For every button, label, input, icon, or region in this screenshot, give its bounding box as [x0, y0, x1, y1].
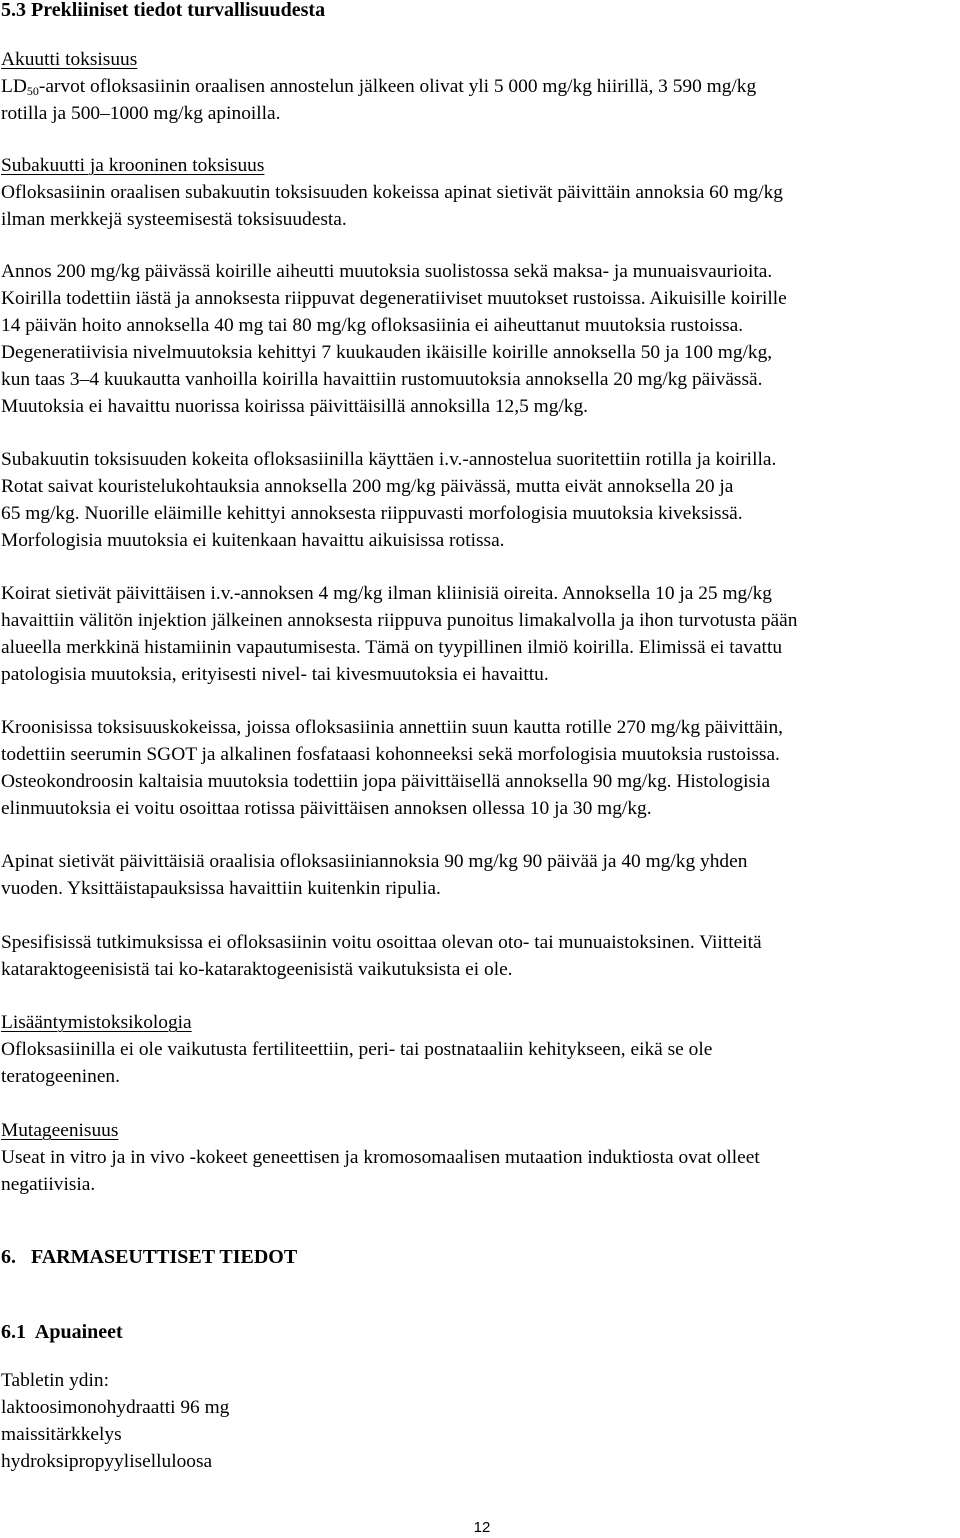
section-heading-5-3: 5.3 Prekliiniset tiedot turvallisuudesta	[1, 0, 326, 21]
core-label: Tabletin ydin:	[1, 1370, 109, 1391]
paragraph-line: patologisia muutoksia, erityisesti nivel- tai kivesmuutoksia ei havaittu.	[1, 664, 549, 685]
subheading-subchronic-toxicity: Subakuutti ja krooninen toksisuus	[1, 155, 265, 176]
paragraph-line: kataraktogeenisistä tai ko-kataraktogeenisistä vaikutuksista ei ole.	[1, 959, 513, 980]
acute-line-1	[1, 73, 756, 100]
paragraph-line: Spesifisissä tutkimuksissa ei ofloksasiinin voitu osoittaa olevan oto- tai munuaistoksinen. Viitteitä	[1, 932, 762, 953]
paragraph-line: Kroonisissa toksisuuskokeissa, joissa ofloksasiinia annettiin suun kautta rotille 270 mg/kg päivittäin,	[1, 717, 784, 738]
excipient-item: hydroksipropyyliselluloosa	[1, 1451, 213, 1472]
paragraph-line: ilman merkkejä systeemisestä toksisuudesta.	[1, 209, 347, 230]
paragraph-line: teratogeeninen.	[1, 1066, 120, 1087]
paragraph-line: Ofloksasiinilla ei ole vaikutusta fertiliteettiin, peri- tai postnataaliin kehitykseen, eikä se ole	[1, 1039, 713, 1060]
paragraph-line: Useat in vitro ja in vivo -kokeet geneettisen ja kromosomaalisen mutaation induktiosta ovat olleet	[1, 1147, 760, 1168]
paragraph-line: 14 päivän hoito annoksella 40 mg tai 80 mg/kg ofloksasiinia ei aiheuttanut muutoksia rustoissa.	[1, 315, 744, 336]
section-heading-6: 6. FARMASEUTTISET TIEDOT	[1, 1246, 298, 1268]
paragraph-line: Annos 200 mg/kg päivässä koirille aiheutti muutoksia suolistossa sekä maksa- ja munuaisvaurioita.	[1, 261, 773, 282]
excipient-item: maissitärkkelys	[1, 1424, 122, 1445]
paragraph-line: Subakuutin toksisuuden kokeita ofloksasiinilla käyttäen i.v.-annostelua suoritettiin rotilla ja koirilla.	[1, 449, 777, 470]
excipient-item: laktoosimonohydraatti 96 mg	[1, 1397, 230, 1418]
paragraph-line: negatiivisia.	[1, 1174, 96, 1195]
subheading-acute-toxicity: Akuutti toksisuus	[1, 49, 138, 70]
ld-text: -arvot ofloksasiinin oraalisen annostelun jälkeen olivat yli 5 000 mg/kg hiirillä, 3 590 mg/kg	[38, 76, 757, 97]
paragraph-line: alueella merkkinä histamiinin vapautumisesta. Tämä on tyypillinen ilmiö koirilla. Elimissä ei tavattu	[1, 637, 783, 658]
paragraph-line: 65 mg/kg. Nuorille eläimille kehittyi annoksesta riippuvasti morfologisia muutoksia kiveksissä.	[1, 503, 743, 524]
ld-prefix: LD	[1, 76, 27, 97]
paragraph-line: elinmuutoksia ei voitu osoittaa rotissa päivittäisen annoksen ollessa 10 ja 30 mg/kg.	[1, 798, 652, 819]
paragraph-line: Koirat sietivät päivittäisen i.v.-annoksen 4 mg/kg ilman kliinisiä oireita. Annoksella 10 ja 25 mg/kg	[1, 583, 773, 604]
paragraph-line: Muutoksia ei havaittu nuorissa koirissa päivittäisillä annoksilla 12,5 mg/kg.	[1, 396, 589, 417]
paragraph-line: Degeneratiivisia nivelmuutoksia kehittyi 7 kuukauden ikäisille koirille annoksella 50 ja 100 mg/kg,	[1, 342, 773, 363]
section-heading-6-1: 6.1 Apuaineet	[1, 1321, 123, 1343]
paragraph-line: kun taas 3–4 kuukautta vanhoilla koirilla havaittiin rustomuutoksia annoksella 20 mg/kg päivässä.	[1, 369, 763, 390]
paragraph-line: Morfologisia muutoksia ei kuitenkaan havaittu aikuisissa rotissa.	[1, 530, 505, 551]
paragraph-line: Ofloksasiinin oraalisen subakuutin toksisuuden kokeissa apinat sietivät päivittäin annoksia 60 mg/kg	[1, 182, 783, 203]
acute-line-2: rotilla ja 500–1000 mg/kg apinoilla.	[1, 103, 281, 124]
paragraph-line: Osteokondroosin kaltaisia muutoksia todettiin jopa päivittäisellä annoksella 90 mg/kg. Histologisia	[1, 771, 771, 792]
subheading-mutagenicity: Mutageenisuus	[1, 1120, 119, 1141]
paragraph-line: Rotat saivat kouristelukohtauksia annoksella 200 mg/kg päivässä, mutta eivät annoksella 20 ja	[1, 476, 734, 497]
paragraph-line: Apinat sietivät päivittäisiä oraalisia ofloksasiiniannoksia 90 mg/kg 90 päivää ja 40 mg/kg yhden	[1, 851, 748, 872]
subheading-reproductive-toxicology: Lisääntymistoksikologia	[1, 1012, 192, 1033]
ld-subscript: 50	[26, 84, 39, 98]
paragraph-line: Koirilla todettiin iästä ja annoksesta riippuvat degeneratiiviset muutokset rustoissa. Aikuisille koirille	[1, 288, 787, 309]
page-number: 12	[473, 1519, 491, 1536]
paragraph-line: vuoden. Yksittäistapauksissa havaittiin kuitenkin ripulia.	[1, 878, 441, 899]
paragraph-line: havaittiin välitön injektion jälkeinen annoksesta riippuva punoitus limakalvolla ja ihon turvotusta pään	[1, 610, 798, 631]
paragraph-line: todettiin seerumin SGOT ja alkalinen fosfataasi kohonneeksi sekä morfologisia muutoksia rustoissa.	[1, 744, 780, 765]
